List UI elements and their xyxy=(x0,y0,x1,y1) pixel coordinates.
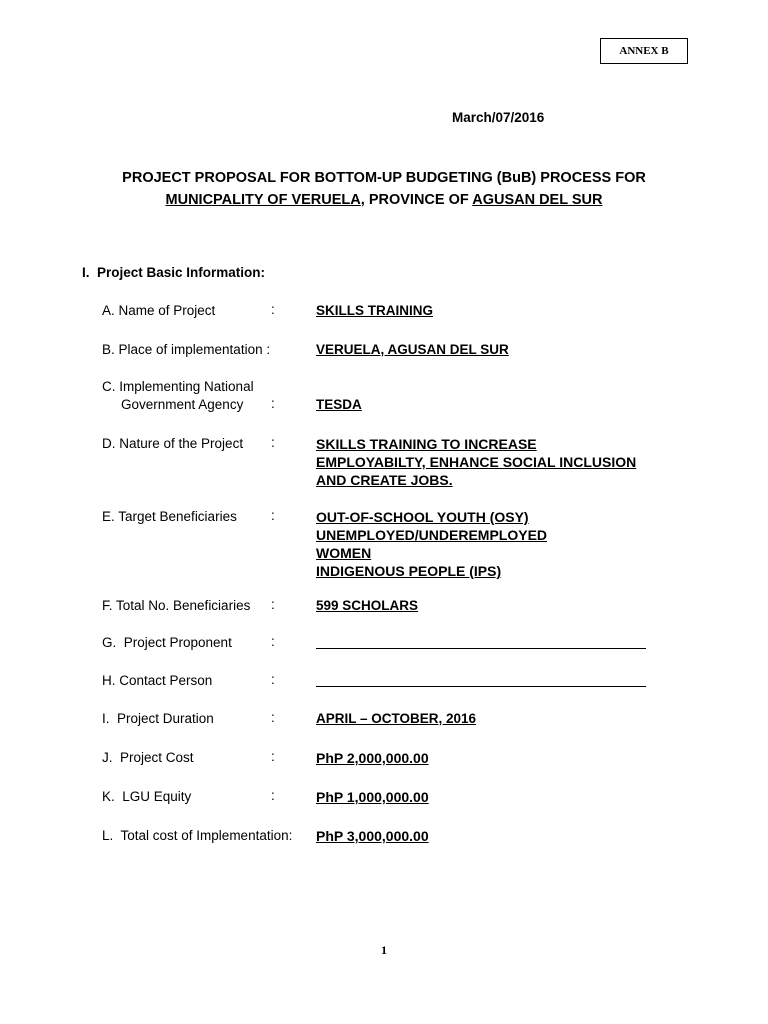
field-value: PhP 2,000,000.00 xyxy=(316,750,429,766)
field-label-line-1: C. Implementing National xyxy=(102,379,254,394)
field-colon: : xyxy=(271,302,275,317)
field-value: SKILLS TRAINING xyxy=(316,303,433,318)
title-separator: , PROVINCE OF xyxy=(360,192,473,208)
field-colon: : xyxy=(271,508,275,523)
field-colon: : xyxy=(271,710,275,725)
document-date: March/07/2016 xyxy=(452,110,545,125)
field-value-line-1: OUT-OF-SCHOOL YOUTH (OSY) xyxy=(316,509,529,525)
annex-label-box xyxy=(600,38,688,64)
blank-line xyxy=(316,634,646,649)
field-colon: : xyxy=(271,672,275,687)
field-colon: : xyxy=(271,435,275,450)
field-label: H. Contact Person xyxy=(102,673,213,688)
field-value: PhP 3,000,000.00 xyxy=(316,828,429,844)
field-colon: : xyxy=(271,749,275,764)
field-label xyxy=(102,378,254,414)
field-label: K. LGU Equity xyxy=(102,789,192,804)
page-number: 1 xyxy=(381,943,387,957)
field-value: APRIL – OCTOBER, 2016 xyxy=(316,711,477,726)
field-value xyxy=(316,508,547,580)
field-label: D. Nature of the Project xyxy=(102,436,244,451)
field-value-line-2: UNEMPLOYED/UNDEREMPLOYED xyxy=(316,527,548,543)
field-colon: : xyxy=(271,396,275,411)
field-colon: : xyxy=(271,597,275,612)
field-value-line-4: INDIGENOUS PEOPLE (IPS) xyxy=(316,563,502,579)
field-value: 599 SCHOLARS xyxy=(316,598,419,613)
field-value xyxy=(316,435,636,489)
field-value: VERUELA, AGUSAN DEL SUR xyxy=(316,342,509,357)
field-value-line-1: SKILLS TRAINING TO INCREASE xyxy=(316,436,537,452)
title-municipality: MUNICPALITY OF VERUELA xyxy=(165,192,361,208)
field-label: G. Project Proponent xyxy=(102,635,232,650)
title-line-2 xyxy=(0,189,768,211)
title-province: AGUSAN DEL SUR xyxy=(472,192,603,208)
blank-line xyxy=(316,672,646,687)
field-label: I. Project Duration xyxy=(102,711,214,726)
field-value-line-3: WOMEN xyxy=(316,545,372,561)
field-label: A. Name of Project xyxy=(102,303,216,318)
field-label: L. Total cost of Implementation: xyxy=(102,828,293,843)
field-label: B. Place of implementation : xyxy=(102,342,271,357)
annex-label: ANNEX B xyxy=(619,45,669,57)
field-value: TESDA xyxy=(316,397,362,412)
document-title xyxy=(0,167,768,211)
field-value: PhP 1,000,000.00 xyxy=(316,789,429,805)
section-heading: I. Project Basic Information: xyxy=(82,265,266,280)
field-label: E. Target Beneficiaries xyxy=(102,509,237,524)
title-line-1: PROJECT PROPOSAL FOR BOTTOM-UP BUDGETING (BuB) PROCESS FOR xyxy=(122,170,646,186)
field-colon: : xyxy=(271,634,275,649)
field-label-line-2: Government Agency xyxy=(121,397,244,412)
field-colon: : xyxy=(271,788,275,803)
field-label: F. Total No. Beneficiaries xyxy=(102,598,251,613)
field-value-line-2: EMPLOYABILTY, ENHANCE SOCIAL INCLUSION xyxy=(316,454,637,470)
field-value-line-3: AND CREATE JOBS. xyxy=(316,472,453,488)
field-label: J. Project Cost xyxy=(102,750,194,765)
